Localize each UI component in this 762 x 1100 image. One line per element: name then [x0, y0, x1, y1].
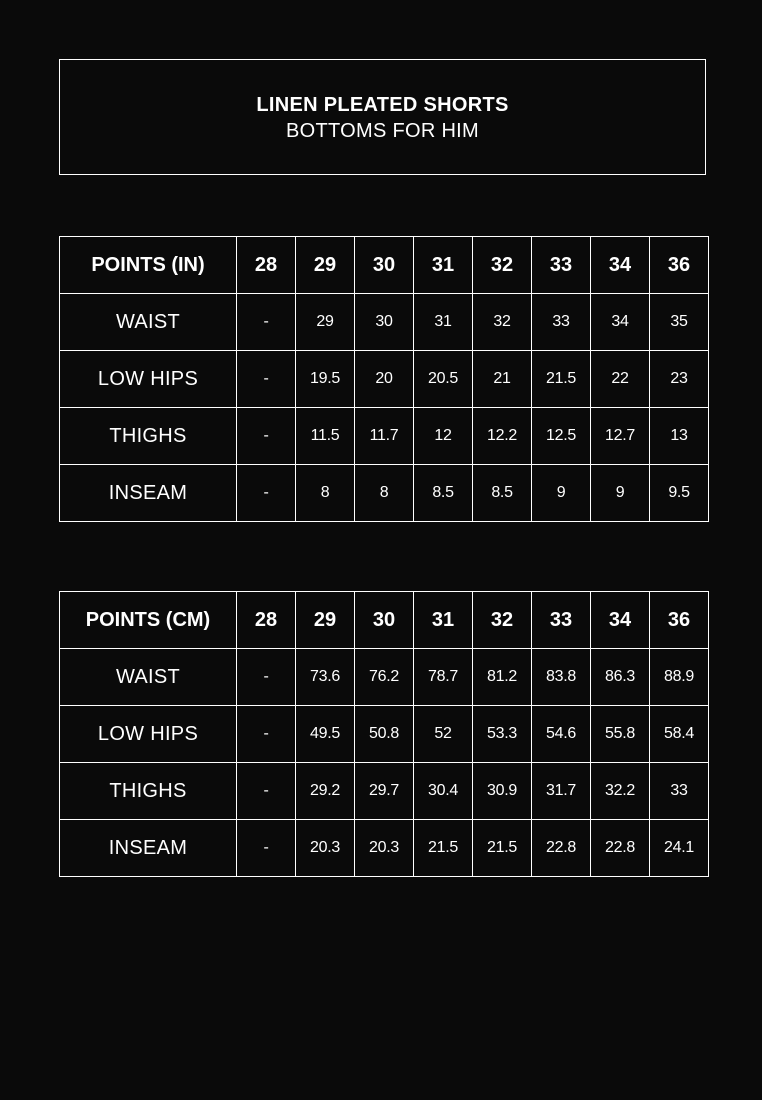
measurement-cell: 23: [650, 351, 709, 408]
size-header: 31: [414, 592, 473, 649]
measurement-cell: 11.5: [296, 408, 355, 465]
measurement-cell: 8: [355, 465, 414, 522]
size-header: 36: [650, 592, 709, 649]
table-row: [60, 294, 709, 351]
measurement-cell: -: [237, 820, 296, 877]
measurement-cell: 54.6: [532, 706, 591, 763]
size-table-inches: [59, 236, 709, 522]
title-box: [59, 59, 706, 175]
table-row: [60, 820, 709, 877]
measurement-cell: 50.8: [355, 706, 414, 763]
size-header: 29: [296, 592, 355, 649]
measurement-cell: 9: [532, 465, 591, 522]
measurement-cell: 49.5: [296, 706, 355, 763]
header-label: POINTS (IN): [60, 237, 237, 294]
measurement-cell: 21.5: [532, 351, 591, 408]
measurement-cell: 29: [296, 294, 355, 351]
row-label: LOW HIPS: [60, 706, 237, 763]
measurement-cell: 58.4: [650, 706, 709, 763]
measurement-cell: 11.7: [355, 408, 414, 465]
measurement-cell: 81.2: [473, 649, 532, 706]
measurement-cell: -: [237, 763, 296, 820]
size-header: 32: [473, 237, 532, 294]
product-title: LINEN PLEATED SHORTS: [256, 94, 509, 116]
measurement-cell: 30.4: [414, 763, 473, 820]
product-category: BOTTOMS FOR HIM: [285, 120, 479, 142]
measurement-cell: 12.5: [532, 408, 591, 465]
size-header: 32: [473, 592, 532, 649]
size-header: 30: [355, 237, 414, 294]
measurement-cell: 12: [414, 408, 473, 465]
measurement-cell: 8.5: [473, 465, 532, 522]
measurement-cell: 34: [591, 294, 650, 351]
size-header: 36: [650, 237, 709, 294]
row-label: THIGHS: [60, 763, 237, 820]
measurement-cell: 78.7: [414, 649, 473, 706]
measurement-cell: 20: [355, 351, 414, 408]
header-label: POINTS (CM): [60, 592, 237, 649]
measurement-cell: 30: [355, 294, 414, 351]
measurement-cell: 22.8: [532, 820, 591, 877]
measurement-cell: 29.2: [296, 763, 355, 820]
measurement-cell: 9: [591, 465, 650, 522]
measurement-cell: 32.2: [591, 763, 650, 820]
measurement-cell: 22.8: [591, 820, 650, 877]
size-table-centimeters: [59, 591, 709, 877]
measurement-cell: 52: [414, 706, 473, 763]
size-header: 33: [532, 237, 591, 294]
row-label: INSEAM: [60, 820, 237, 877]
measurement-cell: -: [237, 351, 296, 408]
measurement-cell: 55.8: [591, 706, 650, 763]
measurement-cell: 35: [650, 294, 709, 351]
table-row: [60, 706, 709, 763]
measurement-cell: 33: [650, 763, 709, 820]
measurement-cell: 30.9: [473, 763, 532, 820]
size-header: 34: [591, 592, 650, 649]
size-header: 28: [237, 237, 296, 294]
row-label: WAIST: [60, 649, 237, 706]
measurement-cell: 21.5: [414, 820, 473, 877]
size-header: 28: [237, 592, 296, 649]
measurement-cell: 83.8: [532, 649, 591, 706]
measurement-cell: 88.9: [650, 649, 709, 706]
table-row: [60, 465, 709, 522]
measurement-cell: 21: [473, 351, 532, 408]
row-label: THIGHS: [60, 408, 237, 465]
measurement-cell: 31: [414, 294, 473, 351]
table-row: [60, 649, 709, 706]
table-row: [60, 408, 709, 465]
measurement-cell: 31.7: [532, 763, 591, 820]
row-label: WAIST: [60, 294, 237, 351]
measurement-cell: 20.5: [414, 351, 473, 408]
table-row: [60, 763, 709, 820]
measurement-cell: 19.5: [296, 351, 355, 408]
measurement-cell: -: [237, 706, 296, 763]
measurement-cell: 8.5: [414, 465, 473, 522]
size-header: 33: [532, 592, 591, 649]
size-header: 29: [296, 237, 355, 294]
measurement-cell: -: [237, 649, 296, 706]
table-row: [60, 351, 709, 408]
measurement-cell: 20.3: [296, 820, 355, 877]
measurement-cell: 12.2: [473, 408, 532, 465]
measurement-cell: 29.7: [355, 763, 414, 820]
measurement-cell: 22: [591, 351, 650, 408]
measurement-cell: 21.5: [473, 820, 532, 877]
measurement-cell: 86.3: [591, 649, 650, 706]
size-header: 30: [355, 592, 414, 649]
measurement-cell: 13: [650, 408, 709, 465]
measurement-cell: -: [237, 408, 296, 465]
measurement-cell: 12.7: [591, 408, 650, 465]
table-header-row: [60, 237, 709, 294]
measurement-cell: 33: [532, 294, 591, 351]
measurement-cell: 20.3: [355, 820, 414, 877]
row-label: INSEAM: [60, 465, 237, 522]
size-header: 31: [414, 237, 473, 294]
measurement-cell: 9.5: [650, 465, 709, 522]
measurement-cell: 73.6: [296, 649, 355, 706]
measurement-cell: 32: [473, 294, 532, 351]
row-label: LOW HIPS: [60, 351, 237, 408]
measurement-cell: 8: [296, 465, 355, 522]
measurement-cell: -: [237, 465, 296, 522]
measurement-cell: -: [237, 294, 296, 351]
measurement-cell: 24.1: [650, 820, 709, 877]
table-header-row: [60, 592, 709, 649]
measurement-cell: 53.3: [473, 706, 532, 763]
measurement-cell: 76.2: [355, 649, 414, 706]
size-header: 34: [591, 237, 650, 294]
